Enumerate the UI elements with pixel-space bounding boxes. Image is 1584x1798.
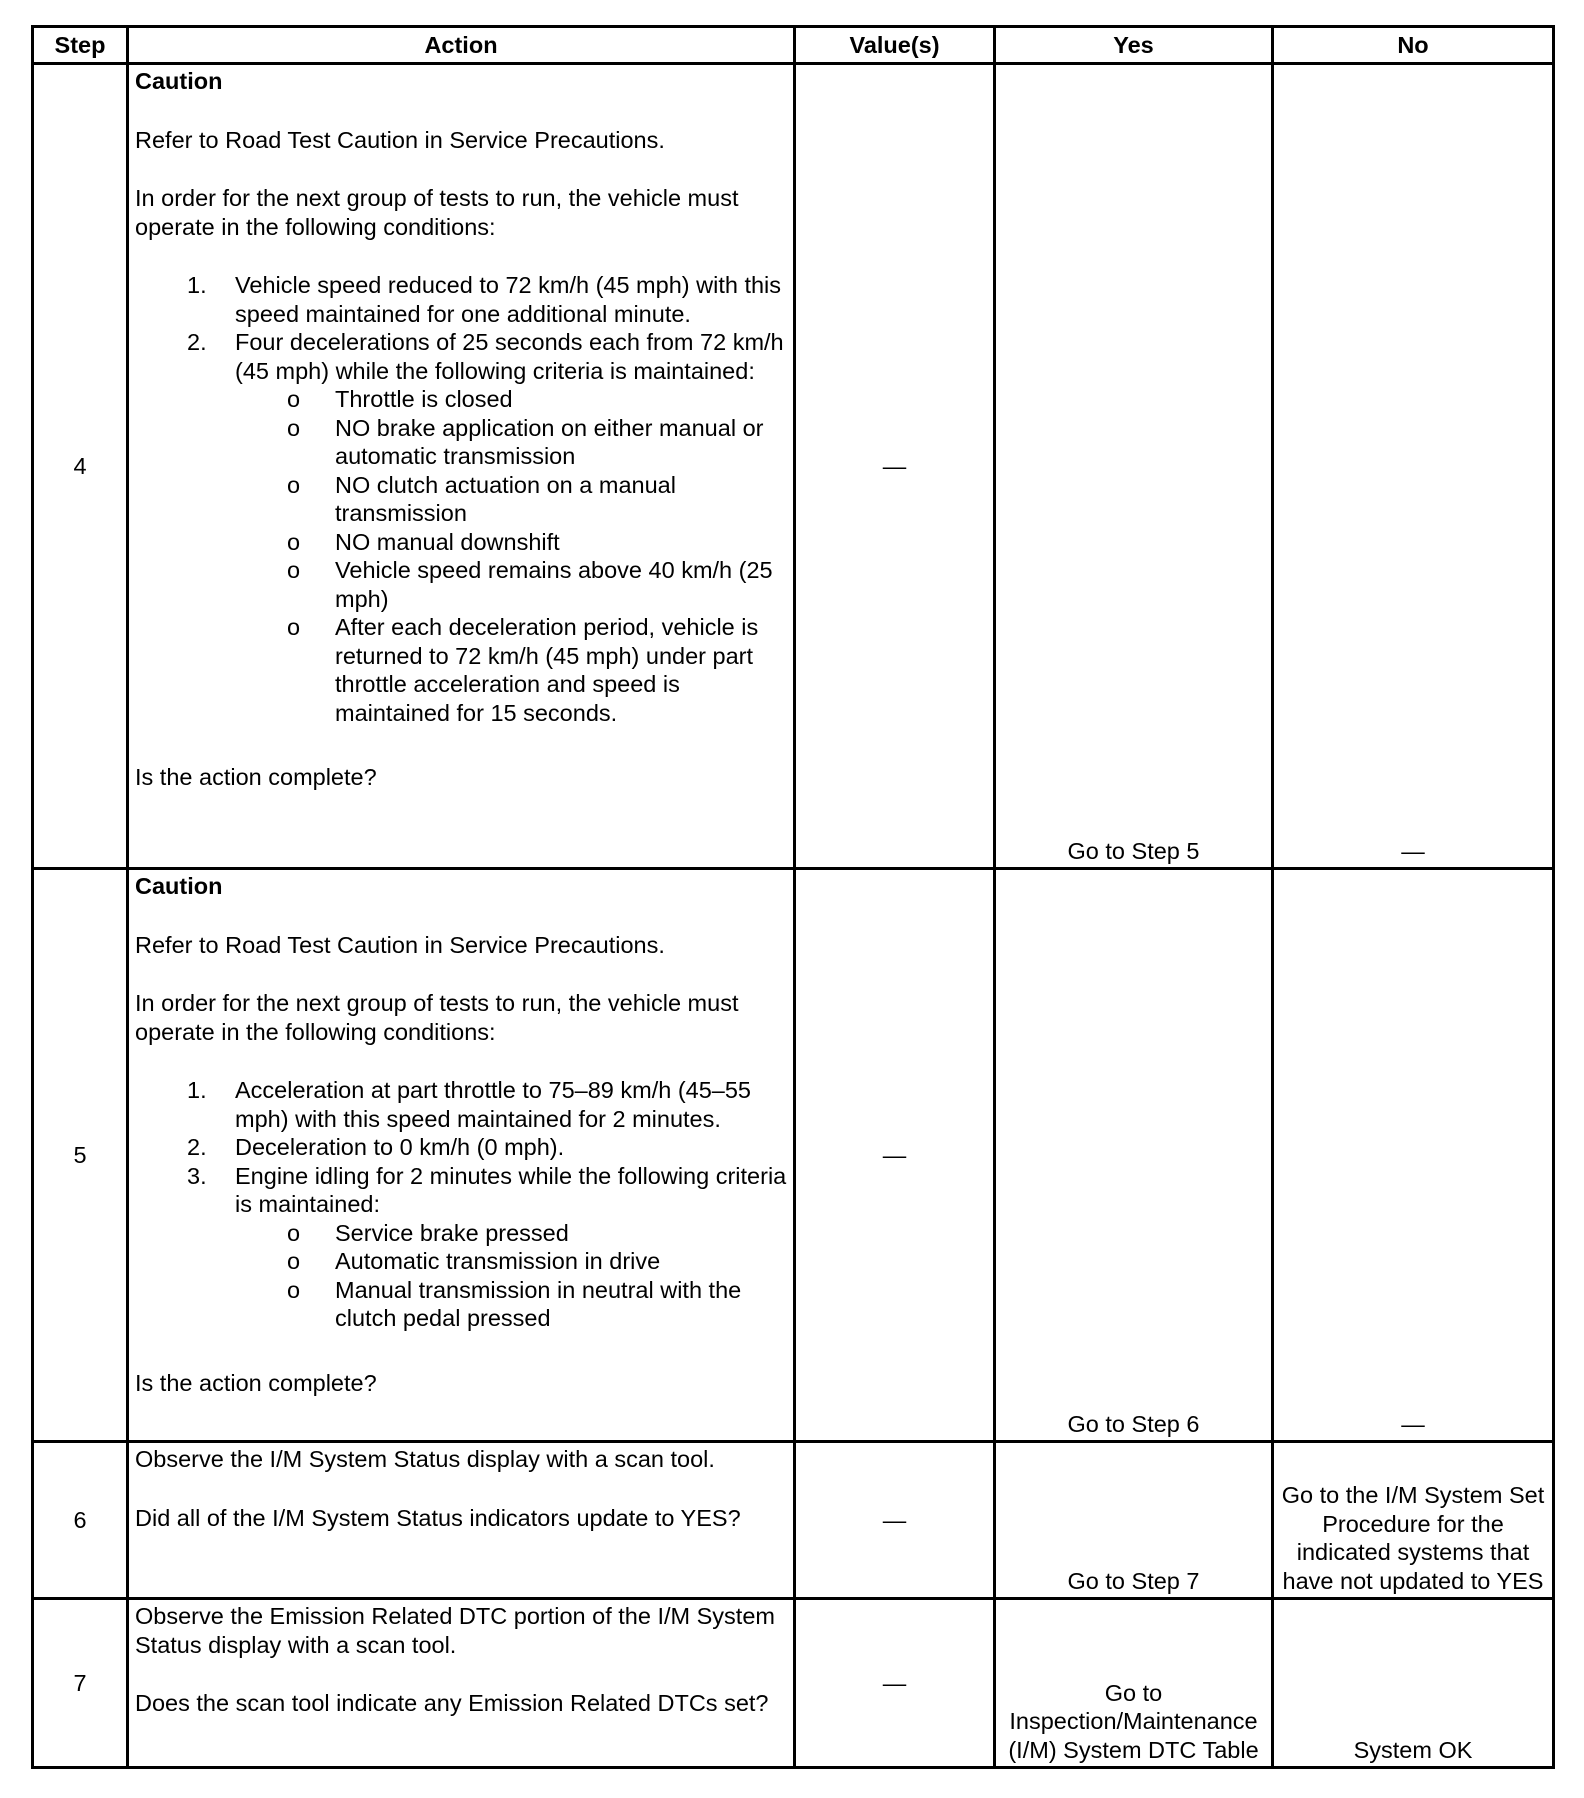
list-item-number: 2. (187, 1134, 207, 1160)
table-row-step-6 (33, 1442, 1554, 1599)
list-item-text: Automatic transmission in drive (335, 1248, 661, 1274)
list-item-number: 2. (187, 329, 207, 355)
header-row (33, 27, 1554, 64)
criteria-list (235, 1219, 787, 1333)
bullet-marker: o (287, 471, 301, 498)
list-item (287, 385, 787, 414)
conditions-intro: In order for the next group of tests to run, the vehicle must operate in the following conditions: (135, 990, 739, 1045)
list-item (287, 528, 787, 557)
list-item (287, 1247, 787, 1276)
action-cell (128, 1599, 795, 1768)
value-cell: — (795, 1442, 995, 1599)
list-item-text: Deceleration to 0 km/h (0 mph). (235, 1134, 565, 1160)
caution-reference: Refer to Road Test Caution in Service Precautions. (135, 931, 665, 958)
list-item-text: Acceleration at part throttle to 75–89 km/h (45–55 mph) with this speed maintained for 2 minutes. (235, 1077, 752, 1132)
yes-cell: Go to Inspection/Maintenance (I/M) System DTC Table (995, 1599, 1273, 1768)
list-item-text: NO manual downshift (335, 528, 560, 555)
list-item-number: 1. (187, 1077, 207, 1103)
header-action: Action (128, 27, 795, 64)
conditions-list (135, 271, 787, 727)
caution-reference: Refer to Road Test Caution in Service Precautions. (135, 126, 665, 153)
header-values: Value(s) (795, 27, 995, 64)
step-number: 5 (33, 869, 128, 1442)
value-cell: — (795, 64, 995, 869)
list-item (187, 271, 787, 328)
list-item-number: 1. (187, 272, 207, 298)
bullet-marker: o (287, 614, 301, 640)
table-row-step-5 (33, 869, 1554, 1442)
list-item-text: NO brake application on either manual or automatic transmission (335, 414, 764, 469)
list-item (287, 1219, 787, 1248)
bullet-marker: o (287, 414, 301, 441)
list-item-text: Service brake pressed (335, 1219, 569, 1246)
no-cell: Go to the I/M System Set Procedure for the indicated systems that have not updated to YES (1273, 1442, 1554, 1599)
table-row-step-4 (33, 64, 1554, 869)
list-item-text: Vehicle speed remains above 40 km/h (25 mph) (335, 557, 773, 612)
value-cell: — (795, 1599, 995, 1768)
list-item (287, 556, 787, 613)
list-item (187, 1133, 787, 1162)
yes-cell: Go to Step 5 (995, 64, 1273, 869)
step-number: 4 (33, 64, 128, 869)
list-item-text: After each deceleration period, vehicle is returned to 72 km/h (45 mph) under part throttle acceleration and speed is maintained for 15 seconds. (335, 614, 759, 726)
bullet-marker: o (287, 528, 301, 555)
list-item-text: NO clutch actuation on a manual transmission (335, 471, 676, 526)
conditions-intro: In order for the next group of tests to run, the vehicle must operate in the following conditions: (135, 185, 739, 240)
no-cell: — (1273, 64, 1554, 869)
list-item (287, 613, 787, 727)
action-instruction: Observe the I/M System Status display with a scan tool. (135, 1446, 715, 1472)
list-item (287, 1276, 787, 1333)
list-item-number: 3. (187, 1162, 207, 1189)
action-cell (128, 869, 795, 1442)
step-number: 6 (33, 1442, 128, 1599)
no-cell: System OK (1273, 1599, 1554, 1768)
list-item-text: Four decelerations of 25 seconds each from 72 km/h (45 mph) while the following criteria is maintained: (235, 329, 784, 384)
action-question: Does the scan tool indicate any Emission Related DTCs set? (135, 1690, 769, 1716)
list-item (187, 1076, 787, 1133)
list-item (187, 1162, 787, 1333)
list-item-text: Throttle is closed (335, 386, 513, 412)
list-item-text: Manual transmission in neutral with the clutch pedal pressed (335, 1276, 742, 1331)
list-item-text: Vehicle speed reduced to 72 km/h (45 mph) with this speed maintained for one additional minute. (235, 272, 782, 327)
list-item (287, 414, 787, 471)
yes-cell: Go to Step 6 (995, 869, 1273, 1442)
header-no: No (1273, 27, 1554, 64)
no-cell: — (1273, 869, 1554, 1442)
bullet-marker: o (287, 1248, 301, 1274)
action-question: Is the action complete? (135, 1369, 377, 1396)
action-cell (128, 64, 795, 869)
caution-heading: Caution (135, 873, 223, 899)
action-question: Is the action complete? (135, 764, 377, 790)
bullet-marker: o (287, 386, 301, 412)
header-step: Step (33, 27, 128, 64)
criteria-list (235, 385, 787, 727)
diagnostic-table (31, 25, 1555, 1769)
yes-cell: Go to Step 7 (995, 1442, 1273, 1599)
step-number: 7 (33, 1599, 128, 1768)
value-cell: — (795, 869, 995, 1442)
bullet-marker: o (287, 1276, 301, 1303)
conditions-list (135, 1076, 787, 1333)
action-instruction: Observe the Emission Related DTC portion of the I/M System Status display with a scan tool. (135, 1603, 775, 1658)
bullet-marker: o (287, 1219, 301, 1246)
list-item (187, 328, 787, 727)
table-row-step-7 (33, 1599, 1554, 1768)
bullet-marker: o (287, 557, 301, 583)
action-question: Did all of the I/M System Status indicators update to YES? (135, 1504, 741, 1531)
action-cell (128, 1442, 795, 1599)
caution-heading: Caution (135, 68, 223, 94)
list-item-text: Engine idling for 2 minutes while the following criteria is maintained: (235, 1162, 787, 1217)
list-item (287, 471, 787, 528)
header-yes: Yes (995, 27, 1273, 64)
